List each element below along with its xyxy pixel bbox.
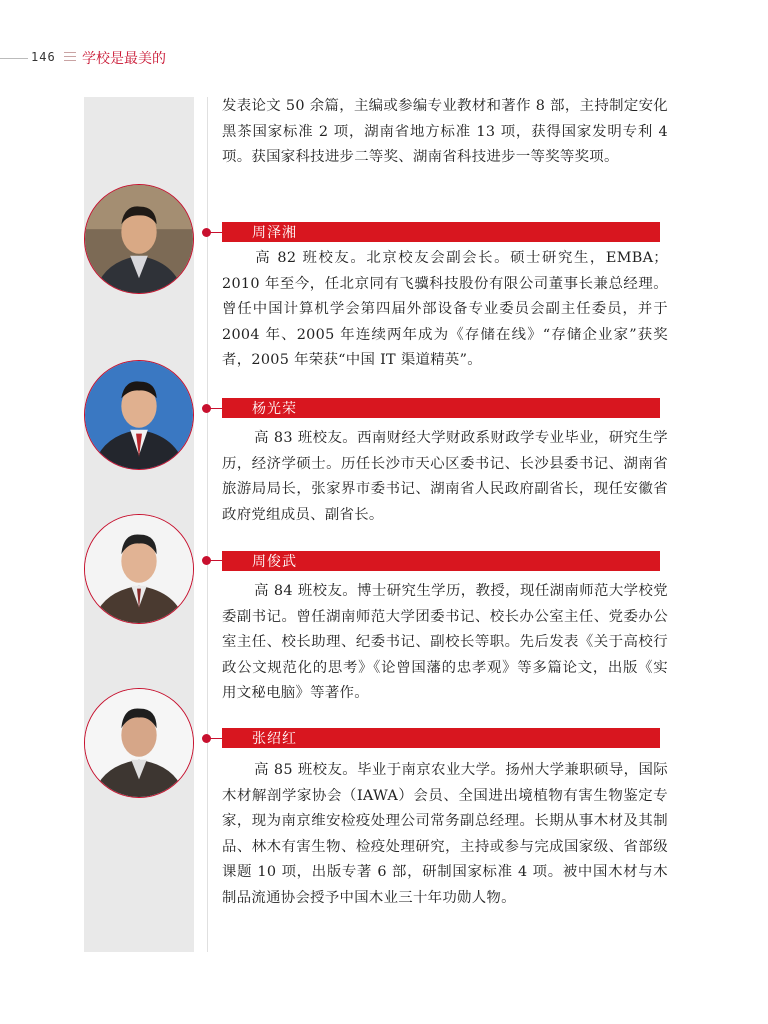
section-title: 学校是最美的 [82, 51, 166, 67]
timeline-connector [210, 232, 222, 233]
portrait-photo [84, 688, 194, 798]
name-bar [222, 398, 660, 418]
timeline-connector [210, 560, 222, 561]
bio-text: 高 82 班校友。北京校友会副会长。硕士研究生，EMBA；2010 年至今，任北京同有飞骥科技股份有限公司董事长兼总经理。曾任中国计算机学会第四届外部设备专业委员会副主任委员，并于 2004 年、2005 年连续两年成为《存储在线》“存储企业家”获奖者，2005 年荣获“中国 IT 渠道精英”。 [222, 250, 668, 368]
portrait-photo [84, 514, 194, 624]
bio-text: 高 85 班校友。毕业于南京农业大学。扬州大学兼职硕导，国际木材解剖学家协会（IAWA）会员、全国进出境植物有害生物鉴定专家，现为南京维安检疫处理公司常务副总经理。长期从事木材及其制品、林木有害生物、检疫处理研究，主持或参与完成国家级、省部级课题 10 项，出版专著 6 部，研制国家标准 4 项。被中国木材与木制品流通协会授予中国木业三十年功勋人物。 [222, 762, 668, 906]
alumnus-name: 周泽湘 [252, 225, 297, 241]
running-header [0, 40, 260, 72]
column-divider [207, 97, 208, 952]
page-number: 146 [31, 50, 56, 64]
header-rule [0, 58, 28, 59]
alumnus-name: 杨光荣 [252, 401, 297, 417]
intro-paragraph: 发表论文 50 余篇，主编或参编专业教材和著作 8 部，主持制定安化黑茶国家标准 2 项，湖南省地方标准 13 项，获得国家发明专利 4 项。获国家科技进步二等奖、湖南省科技进步一等奖等奖项。 [222, 98, 668, 165]
alumnus-bio [222, 246, 668, 374]
bio-text: 高 84 班校友。博士研究生学历，教授，现任湖南师范大学校党委副书记。曾任湖南师范大学团委书记、校长办公室主任、党委办公室主任、校长助理、纪委书记、副校长等职。先后发表《关于高校行政公文规范化的思考》《论曾国藩的忠孝观》等多篇论文，出版《实用文秘电脑》等著作。 [222, 583, 668, 701]
alumnus-bio [222, 579, 668, 707]
name-bar [222, 222, 660, 242]
portrait-photo [84, 184, 194, 294]
timeline-connector [210, 408, 222, 409]
alumnus-name: 张绍红 [252, 731, 297, 747]
name-bar [222, 728, 660, 748]
timeline-connector [210, 738, 222, 739]
alumnus-bio [222, 426, 668, 528]
alumnus-name: 周俊武 [252, 554, 297, 570]
header-ornament [64, 52, 76, 64]
portrait-photo [84, 360, 194, 470]
name-bar [222, 551, 660, 571]
alumnus-bio [222, 758, 668, 911]
bio-text: 高 83 班校友。西南财经大学财政系财政学专业毕业，研究生学历，经济学硕士。历任长沙市天心区委书记、长沙县委书记、湖南省旅游局局长，张家界市委书记、湖南省人民政府副省长，现任安徽省政府党组成员、副省长。 [222, 430, 668, 523]
